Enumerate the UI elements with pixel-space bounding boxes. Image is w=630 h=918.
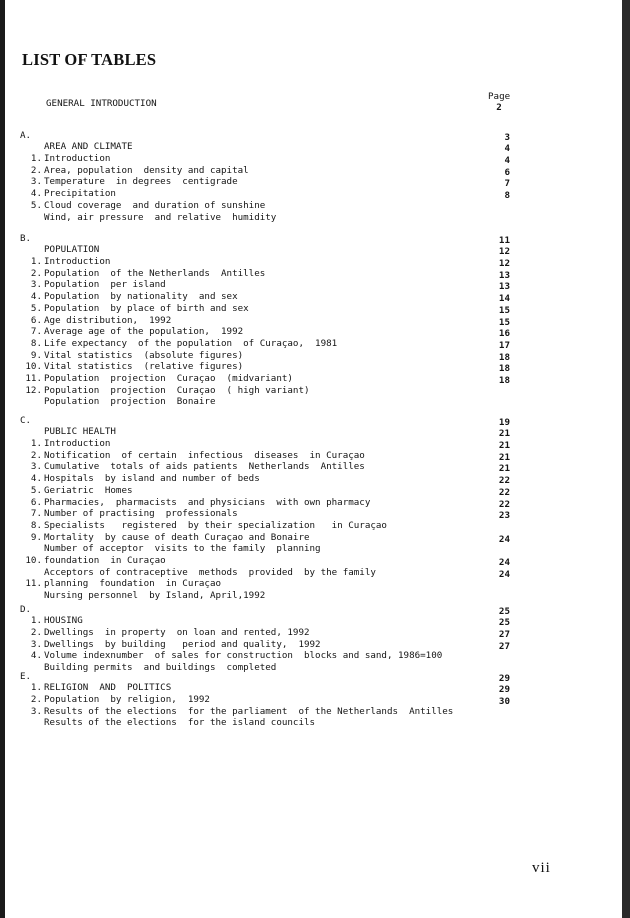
item-title: Acceptors of contraceptive methods provided by the family bbox=[44, 566, 376, 578]
item-page: 21 bbox=[498, 440, 510, 452]
item-page: 24 bbox=[498, 568, 510, 580]
page-label: Page bbox=[488, 91, 511, 102]
section-heading bbox=[20, 118, 510, 153]
item-page: 4 bbox=[504, 155, 510, 167]
item-title: planning foundation in Curaçao bbox=[44, 578, 222, 590]
item-page: 8 bbox=[504, 190, 510, 202]
item-number: 3. bbox=[30, 638, 42, 650]
section-title: POPULATION bbox=[44, 244, 100, 256]
item-page: 18 bbox=[498, 374, 510, 386]
item-page: 18 bbox=[498, 363, 510, 375]
item-number: 6. bbox=[30, 314, 42, 326]
section-title: AREA AND CLIMATE bbox=[44, 141, 133, 153]
item-page: 27 bbox=[498, 629, 510, 641]
item-title: Population by religion, 1992 bbox=[44, 694, 210, 706]
item-title: Temperature in degrees centigrade bbox=[44, 176, 238, 188]
item-title: Wind, air pressure and relative humidity bbox=[44, 211, 277, 223]
item-number: 8. bbox=[30, 519, 42, 531]
item-page: 12 bbox=[498, 258, 510, 270]
item-page: 16 bbox=[498, 328, 510, 340]
item-number: 11. bbox=[25, 372, 42, 384]
item-number: 10. bbox=[25, 361, 42, 373]
item-number: 10. bbox=[25, 554, 42, 566]
item-title: Area, population density and capital bbox=[44, 164, 249, 176]
item-title: Nursing personnel by Island, April,1992 bbox=[44, 590, 266, 602]
item-title: Precipitation bbox=[44, 188, 116, 200]
item-title: Population of the Netherlands Antilles bbox=[44, 267, 266, 279]
item-title: Cumulative totals of aids patients Netherlands Antilles bbox=[44, 461, 365, 473]
item-page: 25 bbox=[498, 617, 510, 629]
section-a bbox=[20, 118, 510, 223]
section-c bbox=[20, 403, 510, 602]
section-e bbox=[20, 659, 510, 729]
item-title: Population per island bbox=[44, 279, 166, 291]
item-page: 14 bbox=[498, 293, 510, 305]
item-number: 8. bbox=[30, 337, 42, 349]
item-page: 12 bbox=[498, 246, 510, 258]
item-page: 27 bbox=[498, 640, 510, 652]
item-title: Cloud coverage and duration of sunshine bbox=[44, 199, 266, 211]
item-number: 6. bbox=[30, 496, 42, 508]
item-number: 9. bbox=[30, 531, 42, 543]
item-number: 2. bbox=[30, 694, 42, 706]
item-number: 4. bbox=[30, 650, 42, 662]
section-d bbox=[20, 592, 510, 674]
section-letter: A. bbox=[20, 129, 32, 141]
item-number: 3. bbox=[30, 279, 42, 291]
item-page: 17 bbox=[498, 339, 510, 351]
scan-edge-left bbox=[0, 0, 5, 918]
section-b bbox=[20, 221, 510, 408]
item-title: Results of the elections for the island councils bbox=[44, 717, 316, 729]
item-title: Building permits and buildings completed bbox=[44, 662, 277, 674]
item-title: Dwellings by building period and quality, 1992 bbox=[44, 638, 321, 650]
section-letter: D. bbox=[20, 603, 32, 615]
item-page: 21 bbox=[498, 463, 510, 475]
scan-edge-right bbox=[622, 0, 630, 918]
item-number: 5. bbox=[30, 199, 42, 211]
item-page: 29 bbox=[498, 684, 510, 696]
general-intro-page: 2 bbox=[496, 102, 502, 113]
item-number: 1. bbox=[30, 256, 42, 268]
item-title: Population projection Curaçao ( high variant) bbox=[44, 384, 310, 396]
item-title: Life expectancy of the population of Curaçao, 1981 bbox=[44, 337, 338, 349]
section-letter: B. bbox=[20, 232, 32, 244]
section-title: PUBLIC HEALTH bbox=[44, 426, 116, 438]
item-page: 25 bbox=[498, 605, 510, 617]
item-page: 22 bbox=[498, 486, 510, 498]
item-number: 1. bbox=[30, 153, 42, 165]
section-title: RELIGION AND POLITICS bbox=[44, 682, 172, 694]
item-title: Hospitals by island and number of beds bbox=[44, 473, 260, 485]
item-page: 11 bbox=[498, 234, 510, 246]
item-title: Volume indexnumber of sales for construction blocks and sand, 1986=100 bbox=[44, 650, 443, 662]
item-number: 7. bbox=[30, 326, 42, 338]
item-page: 19 bbox=[498, 416, 510, 428]
item-page: 4 bbox=[504, 143, 510, 155]
item-number: 12. bbox=[25, 384, 42, 396]
item-number: 4. bbox=[30, 188, 42, 200]
item-page: 21 bbox=[498, 451, 510, 463]
item-page: 6 bbox=[504, 166, 510, 178]
item-page: 13 bbox=[498, 269, 510, 281]
item-number: 11. bbox=[25, 578, 42, 590]
item-number: 1. bbox=[30, 615, 42, 627]
section-letter: C. bbox=[20, 414, 32, 426]
item-title: Population by nationality and sex bbox=[44, 291, 238, 303]
item-title: Population projection Bonaire bbox=[44, 396, 216, 408]
item-title: Mortality by cause of death Curaçao and Bonaire bbox=[44, 531, 310, 543]
item-number: 4. bbox=[30, 291, 42, 303]
item-title: Specialists registered by their specialization in Curaçao bbox=[44, 519, 387, 531]
item-title: Results of the elections for the parliament of the Netherlands Antilles bbox=[44, 705, 454, 717]
item-page: 29 bbox=[498, 672, 510, 684]
item-page: 22 bbox=[498, 475, 510, 487]
item-number: 3. bbox=[30, 176, 42, 188]
item-title: Population by place of birth and sex bbox=[44, 302, 249, 314]
item-title: Introduction bbox=[44, 153, 111, 165]
item-page: 23 bbox=[498, 510, 510, 522]
page-column-header bbox=[488, 91, 510, 113]
item-number: 2. bbox=[30, 627, 42, 639]
item-page: 3 bbox=[504, 131, 510, 143]
section-letter: E. bbox=[20, 670, 32, 682]
item-page: 24 bbox=[498, 556, 510, 568]
item-title: foundation in Curaçao bbox=[44, 554, 166, 566]
item-number: 2. bbox=[30, 449, 42, 461]
item-title: Vital statistics (relative figures) bbox=[44, 361, 244, 373]
item-number: 2. bbox=[30, 267, 42, 279]
item-page: 7 bbox=[504, 178, 510, 190]
item-page: 15 bbox=[498, 304, 510, 316]
item-page: 13 bbox=[498, 281, 510, 293]
item-number: 1. bbox=[30, 682, 42, 694]
item-title: Vital statistics (absolute figures) bbox=[44, 349, 244, 361]
item-title: Number of practising professionals bbox=[44, 508, 238, 520]
item-page: 24 bbox=[498, 533, 510, 545]
item-number: 3. bbox=[30, 461, 42, 473]
item-page: 22 bbox=[498, 498, 510, 510]
item-number: 2. bbox=[30, 164, 42, 176]
item-title: Average age of the population, 1992 bbox=[44, 326, 244, 338]
item-number: 5. bbox=[30, 484, 42, 496]
general-introduction: GENERAL INTRODUCTION bbox=[46, 98, 157, 109]
item-title: Dwellings in property on loan and rented, 1992 bbox=[44, 627, 310, 639]
item-title: Population projection Curaçao (midvariant) bbox=[44, 372, 293, 384]
item-title: Introduction bbox=[44, 438, 111, 450]
page-number: vii bbox=[532, 860, 551, 876]
section-title: HOUSING bbox=[44, 615, 83, 627]
item-number: 4. bbox=[30, 473, 42, 485]
item-title: Age distribution, 1992 bbox=[44, 314, 172, 326]
item-page: 18 bbox=[498, 351, 510, 363]
item-page: 21 bbox=[498, 428, 510, 440]
item-number: 7. bbox=[30, 508, 42, 520]
item-title: Pharmacies, pharmacists and physicians with own pharmacy bbox=[44, 496, 371, 508]
item-title: Geriatric Homes bbox=[44, 484, 133, 496]
item-title: Introduction bbox=[44, 256, 111, 268]
item-number: 9. bbox=[30, 349, 42, 361]
item-number: 5. bbox=[30, 302, 42, 314]
item-number: 1. bbox=[30, 438, 42, 450]
item-number: 3. bbox=[30, 705, 42, 717]
page-title: LIST OF TABLES bbox=[22, 50, 157, 69]
item-title: Number of acceptor visits to the family planning bbox=[44, 543, 321, 555]
item-page: 15 bbox=[498, 316, 510, 328]
item-title: Notification of certain infectious diseases in Curaçao bbox=[44, 449, 365, 461]
item-page: 30 bbox=[498, 696, 510, 708]
